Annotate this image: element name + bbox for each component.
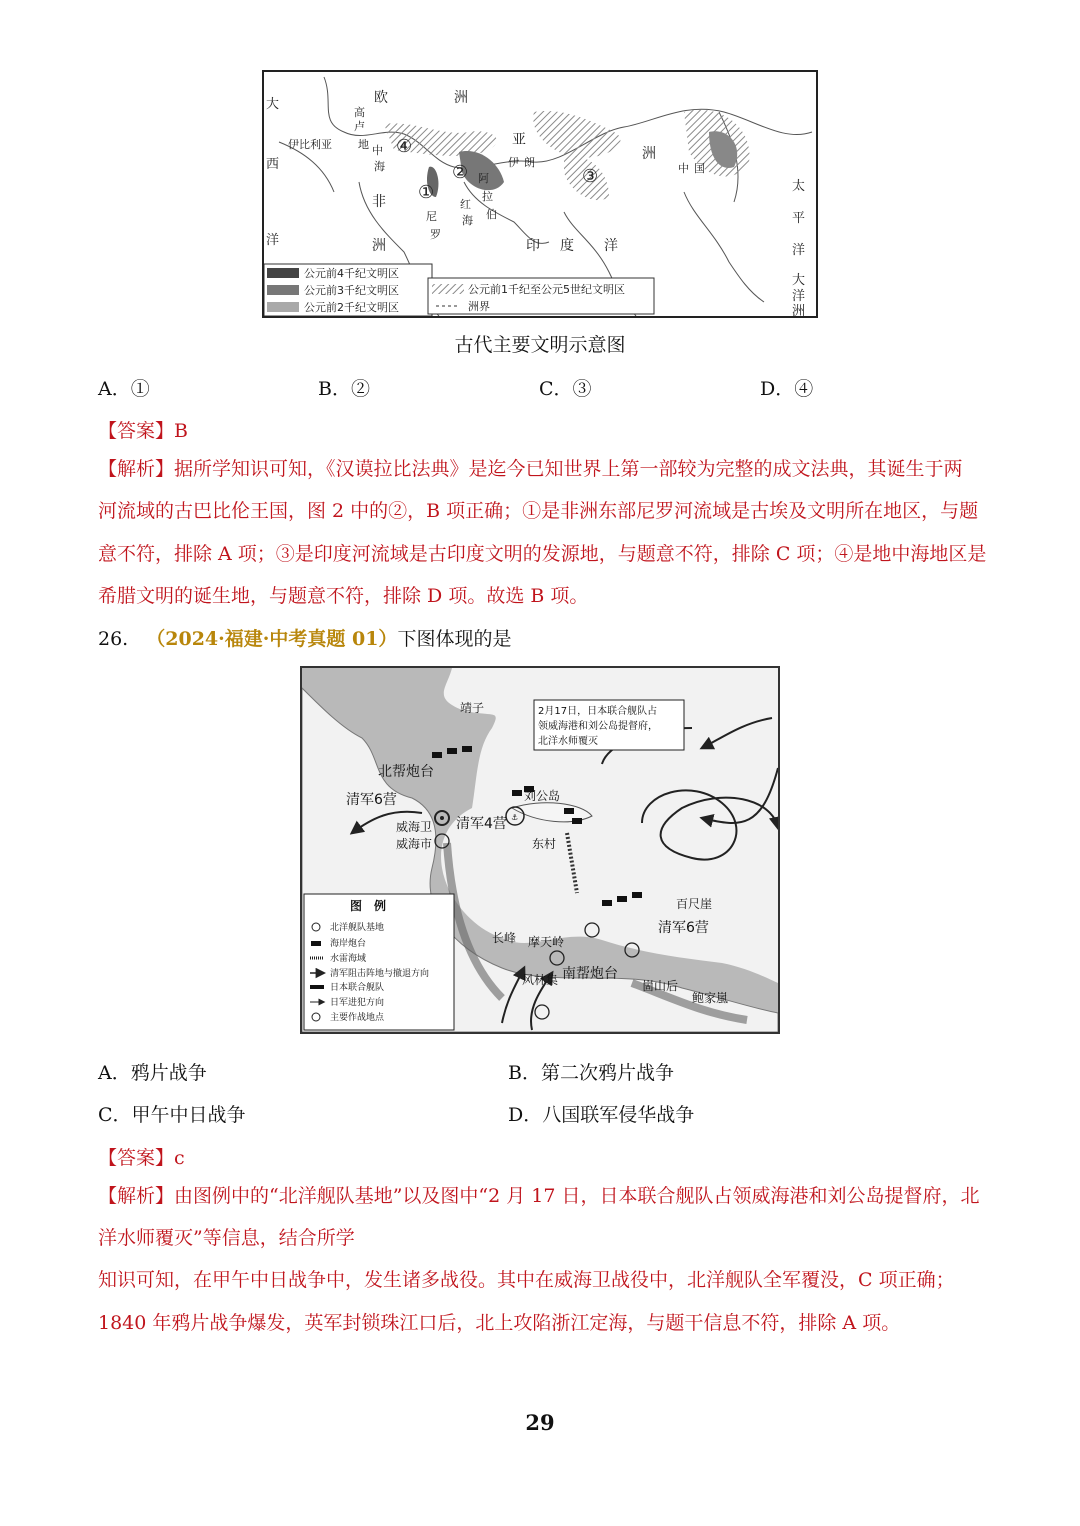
place-label: 清军6营 <box>658 920 709 936</box>
option-b: B．② <box>318 378 370 400</box>
place-label: 威海卫 <box>396 820 433 834</box>
q26-answer: 【答案】c <box>98 1147 185 1169</box>
label-indian-2: 度 <box>560 238 574 254</box>
q26-stem <box>98 624 511 651</box>
place-label: 清军4营 <box>456 816 507 832</box>
place-label: 刘公岛 <box>524 789 561 803</box>
callout-line: 2月17日，日本联合舰队占 <box>538 706 658 717</box>
label-iran-1: 伊 <box>508 156 519 169</box>
civilization-map <box>262 70 818 318</box>
q26-source: （2024·福建·中考真题 01） <box>146 628 398 650</box>
place-label: 南帮炮台 <box>562 966 618 982</box>
legend1-item: 公元前2千纪文明区 <box>304 301 399 314</box>
label-oceania-2: 洋 <box>792 289 806 304</box>
label-oceania-3: 洲 <box>792 304 806 316</box>
q26-analysis-line: 知识可知，在甲午中日战争中，发生诸多战役。其中在威海卫战役中，北洋舰队全军覆没，C 项正确； <box>98 1269 955 1291</box>
place-label: 百尺崖 <box>676 897 713 911</box>
legend1-item: 洲界 <box>468 300 490 313</box>
legend2-title: 图 例 <box>350 899 387 913</box>
q26-number: 26. <box>98 628 129 650</box>
label-nile-2: 罗 <box>430 228 441 241</box>
legend2-item: 日本联合舰队 <box>330 983 385 993</box>
q25-analysis-line: 【解析】据所学知识可知，《汉谟拉比法典》是迄今已知世界上第一部较为完整的成文法典，其诞生于两 <box>98 458 963 480</box>
label-pacific-2: 平 <box>792 211 806 226</box>
place-label: 风林集 <box>522 973 559 987</box>
label-arabia-3: 伯 <box>486 208 497 221</box>
label-iran-2: 朗 <box>524 156 535 169</box>
q26-analysis-line: 1840 年鸦片战争爆发，英军封锁珠江口后，北上攻陷浙江定海，与题干信息不符，排除 A 项。 <box>98 1312 901 1334</box>
label-china-2: 国 <box>694 162 705 175</box>
legend2-item: 海岸炮台 <box>330 939 367 949</box>
legend1-item: 公元前4千纪文明区 <box>304 267 399 280</box>
callout-line: 领威海港和刘公岛提督府， <box>538 721 658 732</box>
anchor-icon: ⚓ <box>511 813 519 822</box>
q26-option-b: B．第二次鸦片战争 <box>508 1062 674 1084</box>
q25-analysis-line: 河流域的古巴比伦王国，图 2 中的②，B 项正确；①是非洲东部尼罗河流域是古埃及文明所在地区，与题 <box>98 500 979 522</box>
marker-4: ④ <box>396 136 413 157</box>
q26-option-d: D．八国联军侵华战争 <box>508 1104 695 1126</box>
legend1-item: 公元前3千纪文明区 <box>304 284 399 297</box>
place-label: 清军6营 <box>346 792 397 808</box>
label-med-3: 地 <box>358 138 369 151</box>
q25-analysis-line: 意不符，排除 A 项；③是印度河流域是古印度文明的发源地，与题意不符，排除 C 项；④是地中海地区是 <box>98 543 987 565</box>
map2-legend <box>304 894 454 1030</box>
label-africa-2: 洲 <box>372 238 386 254</box>
place-label: 靖子 <box>460 701 485 715</box>
label-asia-2: 洲 <box>642 146 656 162</box>
q25-analysis-line: 希腊文明的诞生地，与题意不符，排除 D 项。故选 B 项。 <box>98 585 589 607</box>
place-label: 长峰 <box>492 931 517 945</box>
q26-option-a: A．鸦片战争 <box>98 1062 207 1084</box>
label-redsea-1: 红 <box>460 198 471 211</box>
label-iberia: 伊比利亚 <box>288 138 332 151</box>
q26-analysis-line: 洋水师覆灭”等信息，结合所学 <box>98 1227 355 1249</box>
label-pacific-1: 太 <box>792 179 806 194</box>
marker-1: ① <box>418 182 435 203</box>
legend2-item: 日军进犯方向 <box>330 998 385 1008</box>
marker-2: ② <box>452 162 469 183</box>
label-med-1: 中 <box>372 144 383 157</box>
label-redsea-2: 海 <box>462 214 473 227</box>
map1-legend <box>264 264 654 316</box>
q26-option-c: C．甲午中日战争 <box>98 1104 246 1126</box>
place-label: 鲍家嵐 <box>692 991 729 1005</box>
weihaiwei-map <box>300 666 780 1034</box>
label-europe-2: 洲 <box>454 90 468 106</box>
option-d: D．④ <box>760 378 814 400</box>
label-china-1: 中 <box>678 162 689 175</box>
legend2-item: 主要作战地点 <box>330 1013 385 1023</box>
map1-caption: 古代主要文明示意图 <box>454 334 626 356</box>
label-arabia-1: 阿 <box>478 172 489 185</box>
label-med-2: 海 <box>374 160 385 173</box>
label-europe-1: 欧 <box>374 90 388 106</box>
label-indian-1: 印 <box>526 238 540 254</box>
option-c: C．③ <box>539 378 592 400</box>
label-gaul-2: 卢 <box>354 120 365 133</box>
place-label: 摩天岭 <box>528 935 565 949</box>
label-atlantic-1: 大 <box>266 97 280 112</box>
label-nile-1: 尼 <box>426 210 437 223</box>
legend2-item: 清军阻击阵地与撤退方向 <box>330 969 430 979</box>
legend1-item: 公元前1千纪至公元5世纪文明区 <box>468 283 625 296</box>
callout-line: 北洋水师覆灭 <box>538 736 598 747</box>
place-label: 威海市 <box>396 837 433 851</box>
label-indian-3: 洋 <box>604 238 618 254</box>
page-number: 29 <box>525 1410 555 1435</box>
label-atlantic-2: 西 <box>266 157 280 172</box>
label-pacific-3: 洋 <box>792 243 806 258</box>
place-label: 东村 <box>532 837 557 851</box>
legend2-item: 北洋舰队基地 <box>330 923 385 933</box>
label-gaul-1: 高 <box>354 106 365 119</box>
label-arabia-2: 拉 <box>482 190 493 203</box>
q26-analysis-line: 【解析】由图例中的“北洋舰队基地”以及图中“2 月 17 日，日本联合舰队占领威海港和刘公岛提督府，北 <box>98 1185 980 1207</box>
place-label: 崮山后 <box>642 979 679 993</box>
q26-question: 下图体现的是 <box>397 628 512 650</box>
place-label: 北帮炮台 <box>378 764 434 780</box>
label-oceania-1: 大 <box>792 273 806 288</box>
label-africa-1: 非 <box>372 194 386 210</box>
label-atlantic-3: 洋 <box>266 233 280 248</box>
label-asia-1: 亚 <box>512 132 526 148</box>
legend2-item: 水雷海域 <box>330 954 367 964</box>
q25-answer: 【答案】B <box>98 420 188 442</box>
marker-3: ③ <box>582 166 599 187</box>
option-a: A．① <box>98 378 150 400</box>
